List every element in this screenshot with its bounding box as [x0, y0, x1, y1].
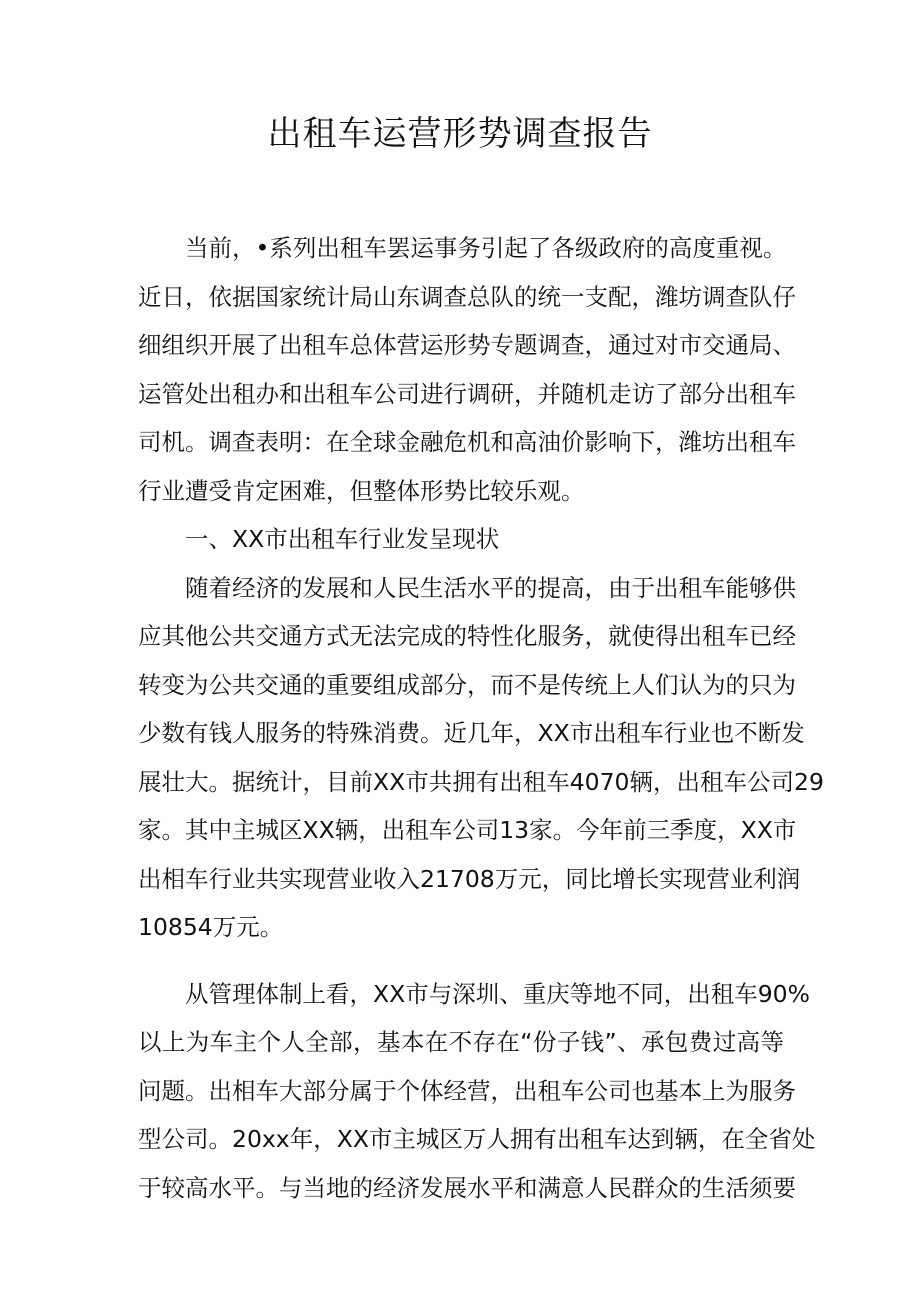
paragraph-1	[138, 224, 796, 515]
paragraph-line: 于较高水平。与当地的经济发展水平和满意人民群众的生活须要	[138, 1173, 796, 1202]
paragraph-line: 从管理体制上看，XX市与深圳、重庆等地不同，出租车90%	[185, 979, 810, 1008]
paragraph-line: 司机。调查表明：在全球金融危机和高油价影响下，潍坊出租车	[138, 428, 796, 456]
paragraph-line: 细组织开展了出租车总体营运形势专题调查，通过对市交通局、	[138, 331, 796, 359]
paragraph-line: 以上为车主个人全部，基本在不存在“份子钱”、承包费过高等	[138, 1028, 784, 1056]
paragraph-3	[138, 970, 816, 1213]
document-body	[138, 224, 824, 1212]
paragraph-line: 出相车行业共实现营业收入21708万元，同比增长实现营业利润	[138, 864, 801, 893]
paragraph-spacer	[138, 952, 784, 970]
paragraph-line: 展壮大。据统计，目前XX市共拥有出租车4070辆，出租车公司29	[138, 767, 824, 796]
paragraph-line: 家。其中主城区XX辆，出租车公司13家。今年前三季度，XX市	[138, 816, 797, 844]
document-title: 出租车运营形势调查报告	[267, 114, 653, 154]
paragraph-line: 少数有钱人服务的特殊消费。近几年，XX市出租车行业也不断发	[138, 719, 805, 747]
paragraph-2	[138, 564, 824, 952]
paragraph-line: 转变为公共交通的重要组成部分，而不是传统上人们认为的只为	[138, 670, 796, 699]
paragraph-line: 随着经济的发展和人民生活水平的提高，由于出租车能够供	[185, 573, 796, 602]
paragraph-line: 10854万元。	[138, 913, 284, 941]
paragraph-line: 问题。出相车大部分属于个体经营，出租车公司也基本上为服务	[138, 1076, 796, 1105]
paragraph-line: 当前，•系列出租车罢运事务引起了各级政府的高度重视。	[185, 234, 787, 262]
paragraph-line: 运管处出租办和出租车公司进行调研，并随机走访了部分出租车	[138, 379, 796, 408]
paragraph-line: 近日，依据国家统计局山东调查总队的统一支配，潍坊调查队仔	[138, 282, 796, 311]
section-heading: 一、XX市出租车行业发呈现状	[185, 525, 500, 553]
paragraph-line: 型公司。20xx年，XX市主城区万人拥有出租车达到辆，在全省处	[138, 1125, 816, 1153]
paragraph-line: 行业遭受肯定困难，但整体形势比较乐观。	[138, 476, 585, 505]
paragraph-line: 应其他公共交通方式无法完成的特性化服务，就使得出租车已经	[138, 622, 796, 650]
